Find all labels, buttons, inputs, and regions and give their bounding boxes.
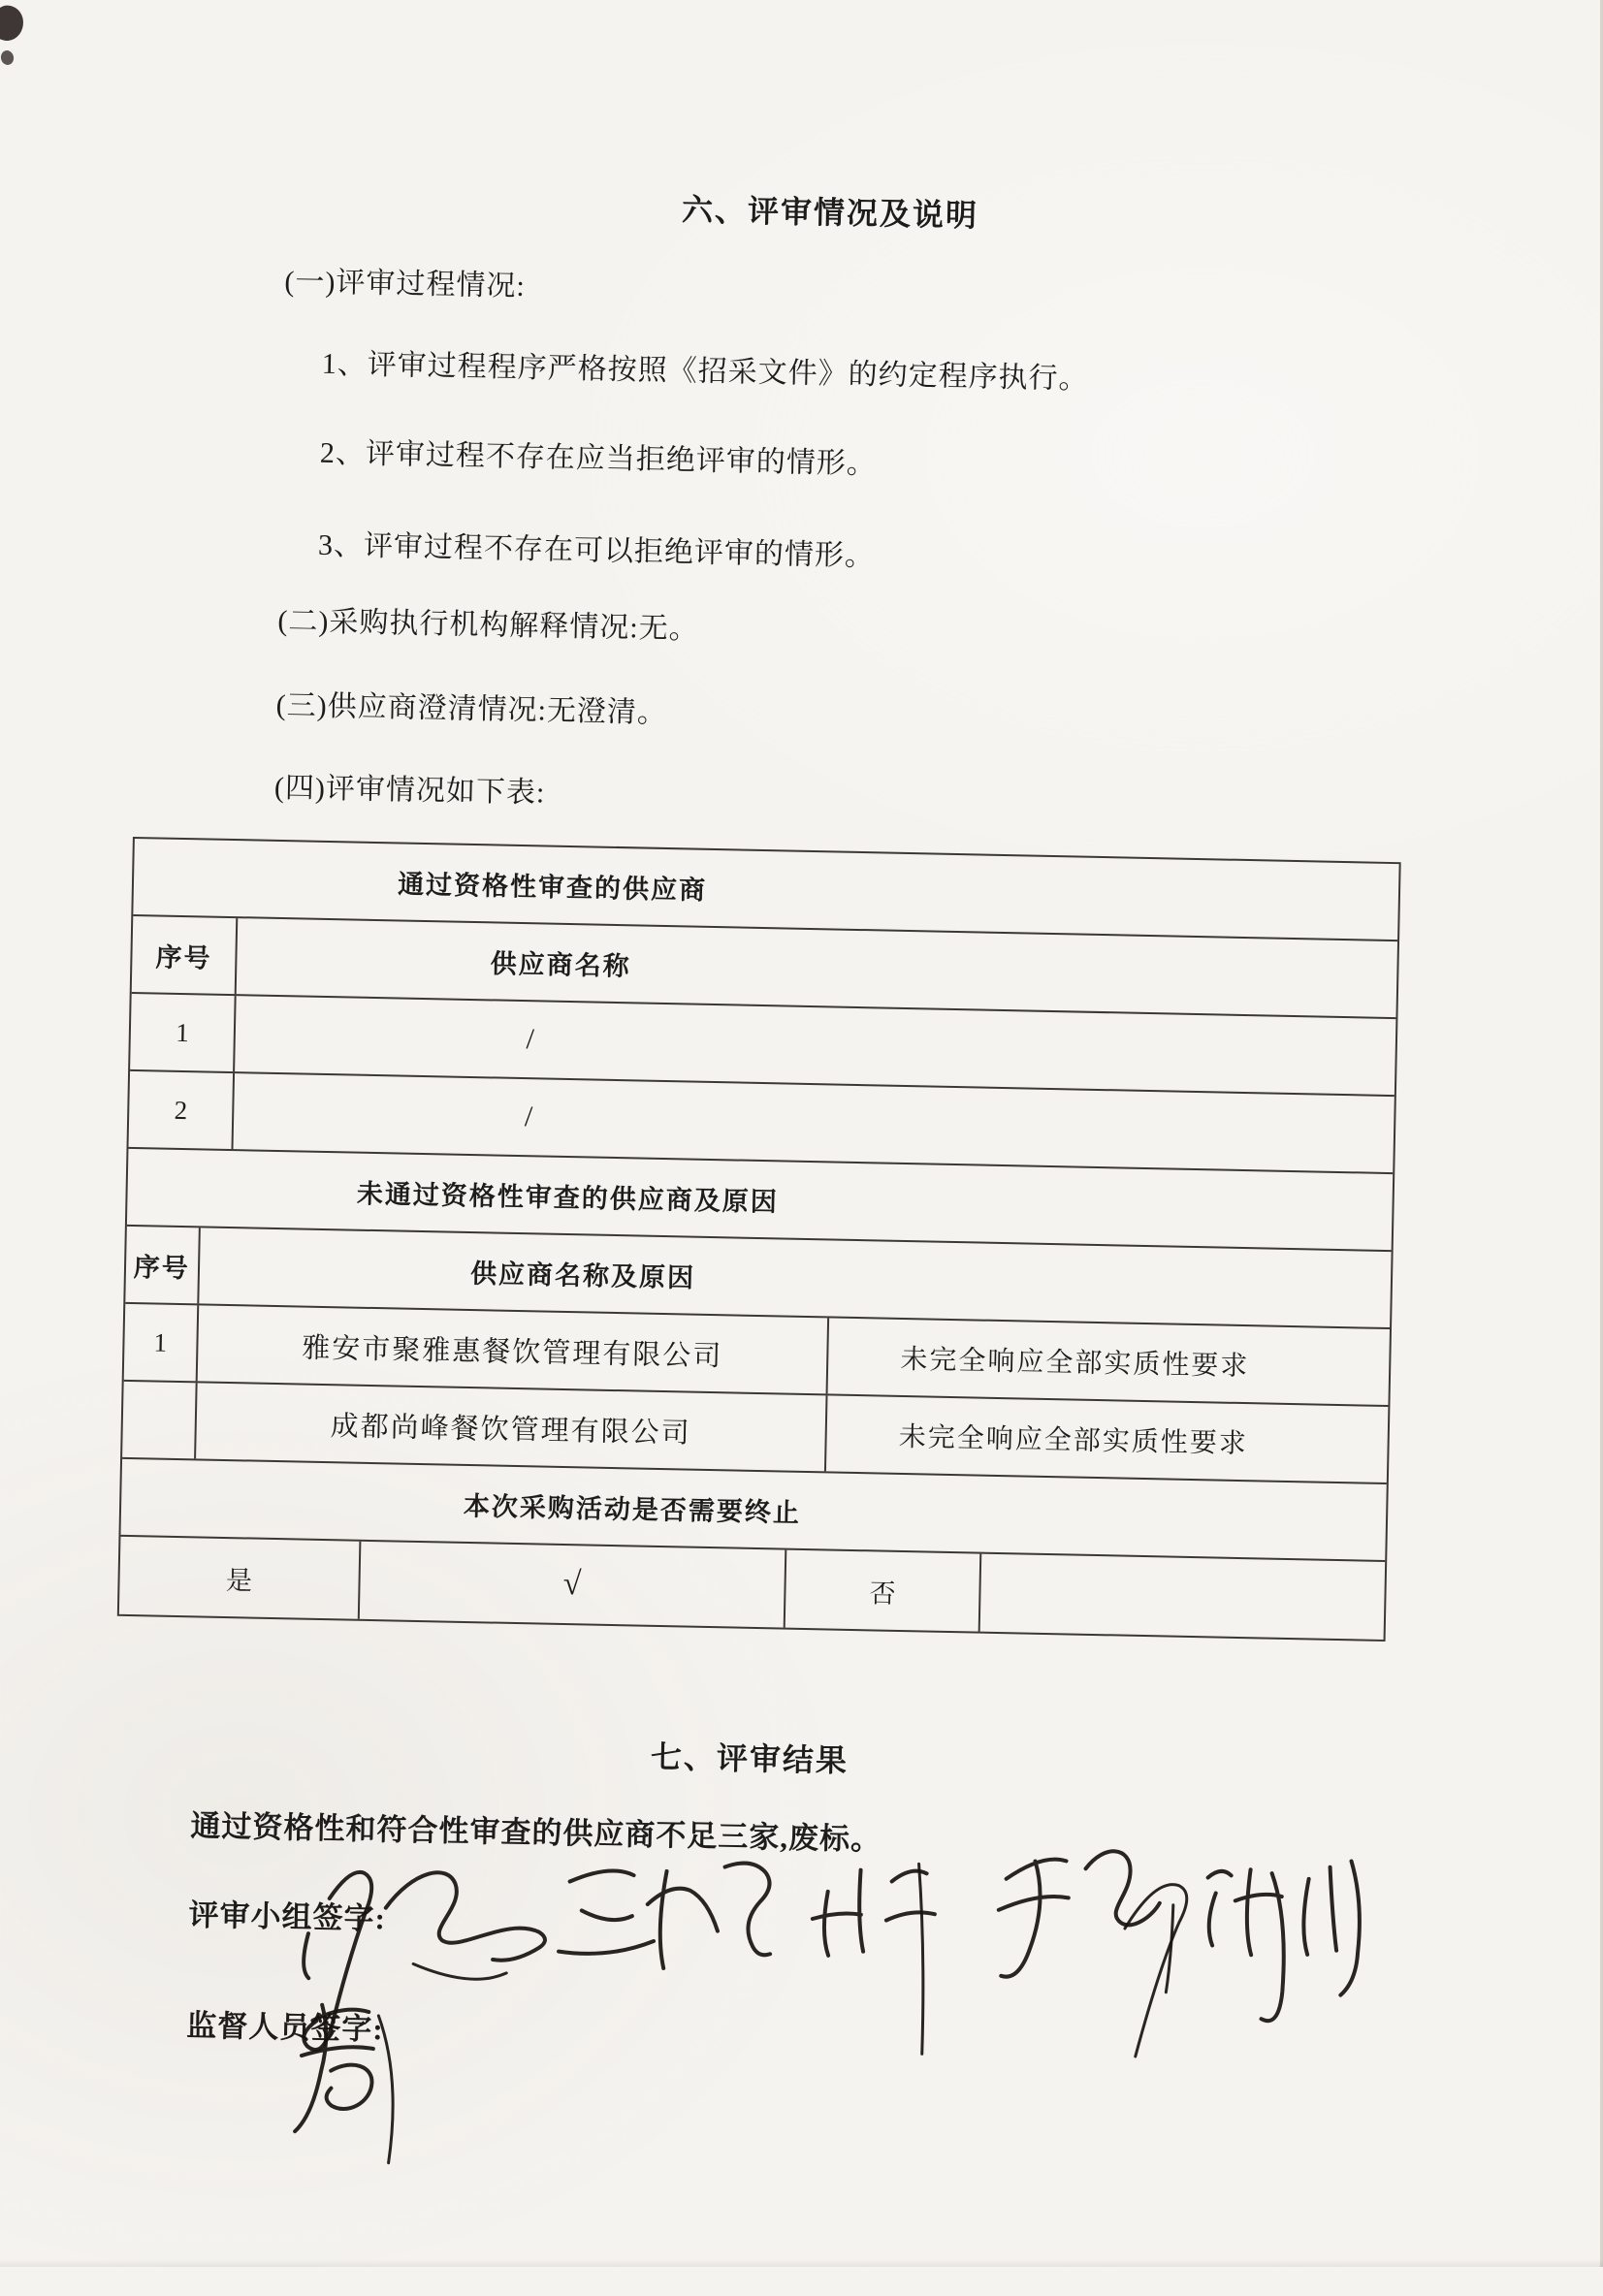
para-item-1: 1、评审过程程序严格按照《招采文件》的约定程序执行。 [321,347,1089,396]
col-name-label: 供应商名称 [490,948,631,981]
para-supplier-clarification: (三)供应商澄清情况:无澄清。 [275,688,668,729]
result-statement: 通过资格性和符合性审查的供应商不足三家,废标。 [190,1808,882,1857]
qualified-header-label: 通过资格性审查的供应商 [397,869,708,906]
unqualified-header-label: 未通过资格性审查的供应商及原因 [356,1179,780,1217]
qualified-row1-no: 1 [175,1017,190,1047]
terminate-no-label: 否 [869,1578,896,1609]
para-item-2: 2、评审过程不存在应当拒绝评审的情形。 [319,436,878,481]
terminate-header-label: 本次采购活动是否需要终止 [463,1491,802,1528]
para-review-process-heading: (一)评审过程情况: [284,265,527,303]
unqualified-row2-name: 成都尚峰餐饮管理有限公司 [330,1410,691,1450]
section-six-title: 六、评审情况及说明 [681,192,979,234]
qualified-row2-no: 2 [174,1095,188,1125]
scan-blot-small [0,49,16,67]
terminate-yes-label: 是 [225,1565,253,1596]
signature-5 [1208,1862,1361,2022]
unqualified-row1-name: 雅安市聚雅惠餐饮管理有限公司 [302,1332,723,1372]
qualified-row2-name: / [524,1100,533,1133]
col-no-label: 序号 [155,941,212,973]
supervisor-signature [270,1980,466,2177]
scan-edge-bottom [0,2259,1603,2267]
unqualified-row2-reason: 未完全响应全部实质性要求 [898,1421,1249,1460]
supervisor-signature-label: 监督人员签字: [185,2008,384,2047]
para-item-3: 3、评审过程不存在可以拒绝评审的情形。 [317,528,876,573]
signature-4 [998,1851,1187,2057]
check-mark: √ [562,1566,582,1603]
para-table-intro: (四)评审情况如下表: [273,771,546,810]
signature-6 [293,2004,394,2164]
col-no2-label: 序号 [133,1252,191,1283]
unqualified-row1-reason: 未完全响应全部实质性要求 [900,1344,1250,1383]
evaluation-table [117,837,1401,1642]
para-agency-explanation: (二)采购执行机构解释情况:无。 [277,604,700,646]
signature-2 [559,1863,771,1968]
team-signature-label: 评审小组签字: [188,1897,387,1936]
signature-3 [813,1864,936,2055]
section-seven-title: 七、评审结果 [650,1738,850,1778]
qualified-row1-name: / [526,1023,535,1056]
unqualified-row1-no: 1 [153,1326,168,1357]
col-name2-label: 供应商名称及原因 [469,1259,696,1293]
